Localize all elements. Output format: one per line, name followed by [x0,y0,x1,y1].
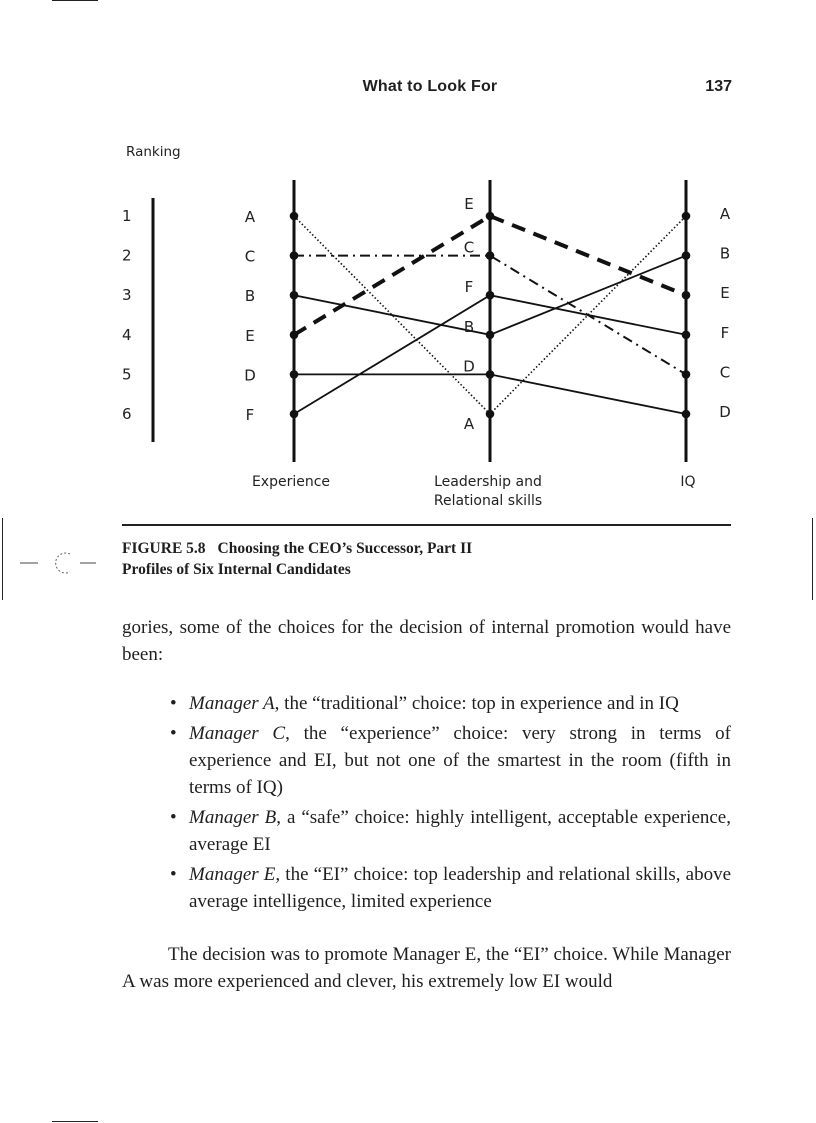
choices-list [122,690,731,918]
data-point [290,291,299,300]
series-label-right: F [720,323,730,342]
series-label-middle: D [463,357,475,376]
data-point [486,410,495,419]
series-label-left: A [244,208,256,226]
figure-title: Choosing the CEO’s Successor, Part II [217,540,473,557]
crop-mark-bottom [52,1121,98,1122]
registration-mark [20,548,100,578]
data-point [290,212,299,221]
manager-name: Manager B [189,807,277,828]
data-point [682,291,691,300]
series-label-right: E [720,284,730,303]
data-point [486,331,495,340]
series-label-left: C [244,247,256,266]
list-item: • Manager E, the “EI” choice: top leadership and relational skills, above average intelligence, limited experience [170,864,732,912]
crop-mark-right [812,518,813,600]
series-label-middle: F [464,278,474,297]
data-point [290,370,299,379]
ranking-chart [0,0,816,520]
data-point [486,212,495,221]
list-item: • Manager A, the “traditional” choice: top in experience and in IQ [170,693,679,714]
manager-name: Manager A [189,693,275,714]
list-item: • Manager B, a “safe” choice: highly intelligent, acceptable experience, average EI [170,807,731,855]
axis-label-iq: IQ [680,474,696,490]
data-point [290,251,299,260]
manager-name: Manager E [189,864,276,885]
series-label-right: C [719,363,731,382]
data-point [486,291,495,300]
figure-subtitle: Profiles of Six Internal Candidates [122,561,351,578]
series-label-left: F [245,406,255,424]
running-header-title: What to Look For [362,78,498,95]
rank-tick-label: 4 [122,325,132,344]
series-label-right: A [719,205,731,223]
series-label-right: D [719,403,731,421]
data-point [682,410,691,419]
series-label-middle: B [463,317,475,336]
closing-paragraph: The decision was to promote Manager E, the “EI” choice. While Manager A was more experienced and clever, his extremely low EI would [122,944,731,992]
crop-mark-left [2,518,3,600]
data-point [682,251,691,260]
list-item: • Manager C, the “experience” choice: very strong in terms of experience and EI, but not one of the smartest in the room (fifth in terms of IQ) [170,723,732,798]
series-label-left: E [245,326,255,345]
rank-tick-label: 3 [122,286,132,305]
data-point [290,410,299,419]
data-point [486,251,495,260]
data-point [486,370,495,379]
caption-rule [122,524,731,526]
axis-label-leadership: Relational skills [433,493,543,509]
rank-tick-label: 6 [122,405,132,423]
manager-name: Manager C [189,723,286,744]
rank-tick-label: 5 [122,365,132,384]
series-label-left: D [244,366,256,385]
series-label-right: B [719,244,731,263]
figure-caption [122,538,472,580]
series-label-middle: A [463,415,475,433]
intro-paragraph: gories, some of the choices for the decision of internal promotion would have been: [122,617,731,665]
data-point [682,331,691,340]
rank-tick-label: 2 [122,246,132,265]
ranking-label: Ranking [126,144,181,160]
data-point [682,370,691,379]
series-label-middle: C [463,238,475,257]
series-label-left: B [244,287,256,306]
data-point [682,212,691,221]
axis-label-leadership: Leadership and [434,474,542,490]
figure-number: FIGURE 5.8 [122,540,206,557]
page-number: 137 [705,78,732,95]
data-point [290,331,299,340]
axis-label-experience: Experience [251,474,331,490]
series-label-middle: E [464,195,474,213]
rank-tick-label: 1 [122,207,132,225]
